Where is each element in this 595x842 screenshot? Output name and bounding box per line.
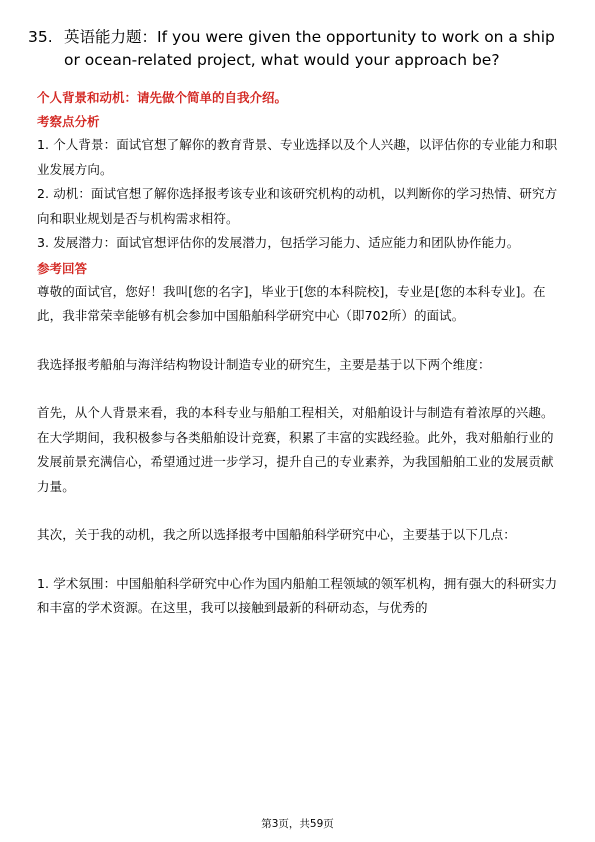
section-intro-heading: 个人背景和动机：请先做个简单的自我介绍。 [37, 90, 288, 105]
analysis-heading: 考察点分析 [37, 114, 100, 129]
answer-paragraph: 其次，关于我的动机，我之所以选择报考中国船舶科学研究中心，主要基于以下几点： [37, 527, 516, 542]
answer-paragraph: 尊敬的面试官，您好！我叫[您的名字]，毕业于[您的本科院校]，专业是[您的本科专业]。在此，我非常荣幸能够有机会参加中国船舶科学研究中心（即702所）的面试。 [37, 283, 546, 323]
answer-heading: 参考回答 [37, 260, 88, 276]
answer-paragraph: 首先，从个人背景来看，我的本科专业与船舶工程相关，对船舶设计与制造有着浓厚的兴趣。在大学期间，我积极参与各类船舶设计竞赛，积累了丰富的实践经验。此外，我对船舶行业的发展前景充满信心，希望通过进一步学习，提升自己的专业素养，为我国船舶工业的发展贡献力量。 [37, 405, 554, 494]
question-title [28, 26, 573, 72]
analysis-item: 3. 发展潜力：面试官想评估你的发展潜力，包括学习能力、适应能力和团队协作能力。 [37, 235, 520, 250]
answer-paragraph: 1. 学术氛围：中国船舶科学研究中心作为国内船舶工程领域的领军机构，拥有强大的科研实力和丰富的学术资源。在这里，我可以接触到最新的科研动态，与优秀的 [37, 575, 558, 615]
analysis-item: 2. 动机：面试官想了解你选择报考该专业和该研究机构的动机，以判断你的学习热情、研究方向和职业规划是否与机构需求相符。 [37, 186, 558, 226]
question-text: 英语能力题：If you were given the opportunity to work on a ship or ocean-related project, what would your approach be? [64, 28, 555, 69]
page-footer: 第3页，共59页 [261, 818, 334, 830]
question-number: 35. [28, 28, 53, 46]
document-body [37, 87, 562, 621]
analysis-item: 1. 个人背景：面试官想了解你的教育背景、专业选择以及个人兴趣，以评估你的专业能力和职业发展方向。 [37, 137, 558, 177]
answer-paragraph: 我选择报考船舶与海洋结构物设计制造专业的研究生，主要是基于以下两个维度： [37, 356, 491, 372]
